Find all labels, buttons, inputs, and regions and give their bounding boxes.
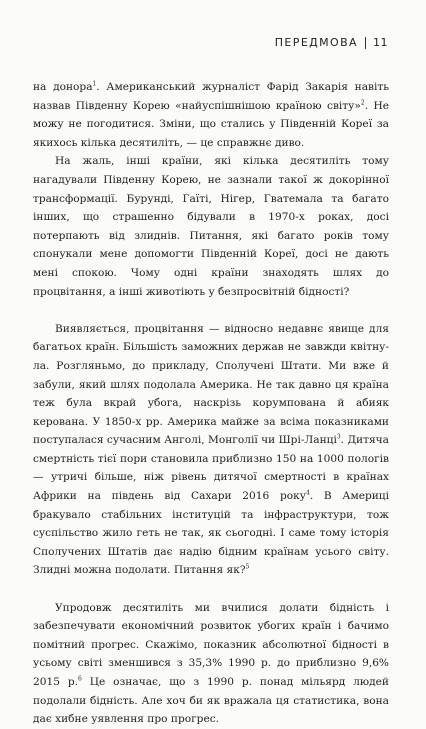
- text-run: . Американський журналіст Фарід Закарія навіть назвав Південну Корею «найуспішнішою країною світу»: [33, 81, 389, 112]
- footnote-marker: 2: [360, 99, 365, 107]
- running-header: [275, 36, 388, 49]
- paragraph: [33, 152, 389, 301]
- paragraph-gap: [33, 301, 389, 320]
- paragraph: [33, 599, 389, 729]
- text-run: . В Америці бракувало стабільних інституцій та інфраструктури, тож суспільство жило геть не так, як сьогодні. І саме тому історія Сполучених Штатів дає надію бідним країнам усього світу. Злидні можна подолати. Питання як?: [33, 490, 390, 577]
- footnote-marker: 3: [336, 433, 341, 441]
- text-run: Виявляється, процвітання — відносно недавнє явище для багатьох країн. Більшість заможних держав не завжди квітнула. Розгляньмо, до прикладу, Сполучені Штати. Ми вже й забули, який шлях подолала Америка. Не так давно ця країна теж була вкрай убога, наскрізь корумпована й абияк керована. У 1850-х рр. Америка майже за всіма показниками поступалася сучасним Анголі, Монголії чи Шрі-Ланці: [33, 322, 389, 447]
- text-run: Це означає, що з 1990 р. понад мільярд людей подолали бідність. Але хоч би як вражала ця статистика, вона дає хибне уявлення про прогрес.: [33, 676, 389, 726]
- page-number: 11: [373, 36, 388, 49]
- text-run: на донора: [33, 81, 93, 93]
- paragraph: [33, 78, 389, 152]
- paragraph-gap: [33, 580, 389, 599]
- text-run: . Дитяча смертність тієї пори становила приблизно 150 на 1000 пологів — утричі більше, ніж рівень дитячої смертності в країнах Африки на південь від Сахари 2016 року: [33, 434, 389, 503]
- section-title: ПЕРЕДМОВА: [274, 36, 358, 49]
- footnote-marker: 4: [306, 489, 310, 497]
- body-text: [33, 78, 389, 729]
- text-run: На жаль, інші країни, які кілька десятиліть тому нагадували Південну Корею, не зазнали такої ж докорінної трансформації. Бурунді, Гаїті, Нігер, Гватемала та багато інших, що страшенно бідували в 1970-х роках, досі потерпають від злиднів. Питання, які багато років тому спонукали мене допомогти Південній Кореї, досі не дають мені спокою. Чому одні країни знаходять шлях до процвітання, а інші животіють у безпросвітній бідності?: [33, 155, 389, 298]
- text-run: Упродовж десятиліть ми вчилися долати бідність і забезпечувати економічний розвиток убогих країн і бачимо помітний прогрес. Скажімо, показник абсолютної бідності в усьому світі зменшився з 35,3% 1990 р. до приблизно 9,6% 2015 р.: [33, 601, 389, 688]
- header-divider: [365, 37, 366, 49]
- paragraph: [33, 320, 389, 580]
- text-run: . Не можу не погодитися. Зміни, що стались у Південній Кореї за якихось кілька десятиліть, — це справжнє диво.: [33, 99, 389, 149]
- footnote-marker: 5: [245, 563, 250, 571]
- footnote-marker: 1: [92, 80, 97, 88]
- footnote-marker: 6: [78, 675, 82, 683]
